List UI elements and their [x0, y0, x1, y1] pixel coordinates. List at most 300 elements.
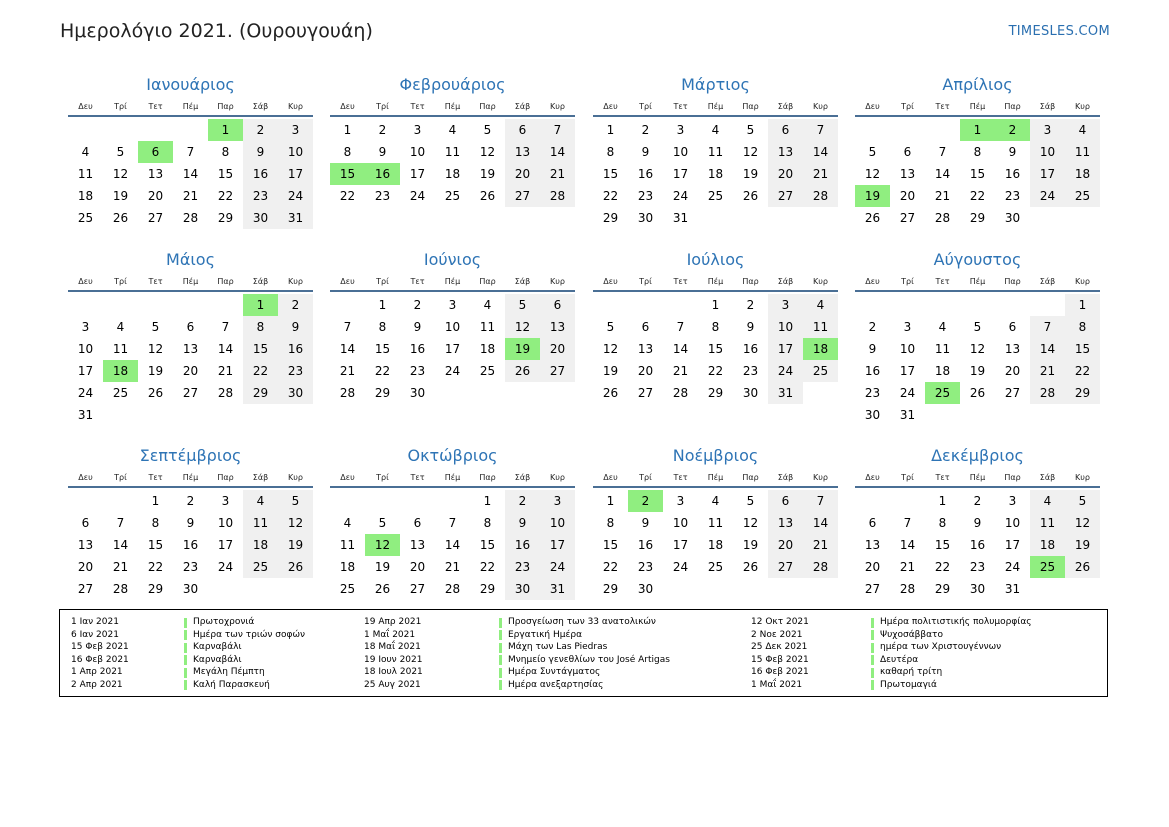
weekend-day-cell[interactable]: 12: [1065, 512, 1100, 534]
day-cell[interactable]: 26: [742, 189, 759, 203]
day-cell[interactable]: 19: [112, 189, 129, 203]
weekend-day-cell[interactable]: 23: [278, 360, 313, 382]
holiday-day-cell[interactable]: 15: [330, 163, 365, 185]
day-cell[interactable]: 15: [147, 538, 164, 552]
day-cell[interactable]: 27: [77, 582, 94, 596]
weekend-day-cell[interactable]: 7: [803, 119, 838, 141]
day-cell[interactable]: 22: [969, 189, 986, 203]
day-cell[interactable]: 19: [479, 167, 496, 181]
day-cell[interactable]: 27: [182, 386, 199, 400]
weekend-day-cell[interactable]: 28: [540, 185, 575, 207]
day-cell[interactable]: 23: [969, 560, 986, 574]
day-cell[interactable]: 7: [938, 145, 947, 159]
day-cell[interactable]: 25: [444, 189, 461, 203]
weekend-day-cell[interactable]: 26: [505, 360, 540, 382]
day-cell[interactable]: 15: [479, 538, 496, 552]
weekend-day-cell[interactable]: 5: [1065, 490, 1100, 512]
weekend-day-cell[interactable]: 29: [1065, 382, 1100, 404]
day-cell[interactable]: 5: [116, 145, 125, 159]
weekend-day-cell[interactable]: 14: [803, 141, 838, 163]
weekend-day-cell[interactable]: 24: [1030, 185, 1065, 207]
day-cell[interactable]: 18: [707, 538, 724, 552]
day-cell[interactable]: 20: [182, 364, 199, 378]
day-cell[interactable]: 4: [938, 320, 947, 334]
weekend-day-cell[interactable]: 28: [803, 556, 838, 578]
day-cell[interactable]: 19: [147, 364, 164, 378]
weekend-day-cell[interactable]: 27: [768, 556, 803, 578]
day-cell[interactable]: 29: [969, 211, 986, 225]
day-cell[interactable]: 25: [707, 560, 724, 574]
day-cell[interactable]: 9: [641, 516, 650, 530]
weekend-day-cell[interactable]: 20: [505, 163, 540, 185]
day-cell[interactable]: 8: [711, 320, 720, 334]
weekend-day-cell[interactable]: 16: [505, 534, 540, 556]
weekend-day-cell[interactable]: 29: [243, 382, 278, 404]
day-cell[interactable]: 29: [147, 582, 164, 596]
day-cell[interactable]: 10: [409, 145, 426, 159]
day-cell[interactable]: 16: [637, 167, 654, 181]
day-cell[interactable]: 15: [969, 167, 986, 181]
day-cell[interactable]: 26: [969, 386, 986, 400]
day-cell[interactable]: 6: [1008, 320, 1017, 334]
day-cell[interactable]: 8: [938, 516, 947, 530]
day-cell[interactable]: 7: [448, 516, 457, 530]
day-cell[interactable]: 1: [343, 123, 352, 137]
site-link[interactable]: TIMESLES.COM: [1008, 24, 1110, 39]
day-cell[interactable]: 22: [147, 560, 164, 574]
day-cell[interactable]: 20: [899, 189, 916, 203]
weekend-day-cell[interactable]: 9: [505, 512, 540, 534]
day-cell[interactable]: 12: [147, 342, 164, 356]
day-cell[interactable]: 9: [186, 516, 195, 530]
day-cell[interactable]: 13: [182, 342, 199, 356]
day-cell[interactable]: 24: [444, 364, 461, 378]
day-cell[interactable]: 22: [374, 364, 391, 378]
holiday-day-cell[interactable]: 25: [1030, 556, 1065, 578]
weekend-day-cell[interactable]: 27: [768, 185, 803, 207]
day-cell[interactable]: 12: [112, 167, 129, 181]
day-cell[interactable]: 12: [602, 342, 619, 356]
weekend-day-cell[interactable]: 8: [243, 316, 278, 338]
weekend-day-cell[interactable]: 23: [505, 556, 540, 578]
day-cell[interactable]: 26: [374, 582, 391, 596]
day-cell[interactable]: 29: [479, 582, 496, 596]
day-cell[interactable]: 28: [112, 582, 129, 596]
weekend-day-cell[interactable]: 31: [768, 382, 803, 404]
day-cell[interactable]: 16: [1004, 167, 1021, 181]
day-cell[interactable]: 26: [112, 211, 129, 225]
day-cell[interactable]: 7: [186, 145, 195, 159]
weekend-day-cell[interactable]: 24: [540, 556, 575, 578]
weekend-day-cell[interactable]: 2: [243, 119, 278, 141]
day-cell[interactable]: 16: [409, 342, 426, 356]
day-cell[interactable]: 20: [409, 560, 426, 574]
day-cell[interactable]: 24: [217, 560, 234, 574]
day-cell[interactable]: 11: [339, 538, 356, 552]
day-cell[interactable]: 29: [602, 211, 619, 225]
day-cell[interactable]: 1: [938, 494, 947, 508]
day-cell[interactable]: 10: [672, 516, 689, 530]
weekend-day-cell[interactable]: 12: [278, 512, 313, 534]
weekend-day-cell[interactable]: 11: [803, 316, 838, 338]
weekend-day-cell[interactable]: 6: [768, 119, 803, 141]
day-cell[interactable]: 25: [339, 582, 356, 596]
weekend-day-cell[interactable]: 4: [803, 294, 838, 316]
weekend-day-cell[interactable]: 6: [768, 490, 803, 512]
weekend-day-cell[interactable]: 21: [803, 163, 838, 185]
day-cell[interactable]: 26: [479, 189, 496, 203]
day-cell[interactable]: 28: [339, 386, 356, 400]
weekend-day-cell[interactable]: 15: [1065, 338, 1100, 360]
day-cell[interactable]: 8: [606, 145, 615, 159]
day-cell[interactable]: 14: [339, 342, 356, 356]
day-cell[interactable]: 14: [182, 167, 199, 181]
day-cell[interactable]: 27: [409, 582, 426, 596]
weekend-day-cell[interactable]: 18: [243, 534, 278, 556]
day-cell[interactable]: 16: [182, 538, 199, 552]
day-cell[interactable]: 4: [483, 298, 492, 312]
weekend-day-cell[interactable]: 13: [505, 141, 540, 163]
weekend-day-cell[interactable]: 15: [243, 338, 278, 360]
day-cell[interactable]: 11: [479, 320, 496, 334]
day-cell[interactable]: 14: [934, 167, 951, 181]
day-cell[interactable]: 8: [151, 516, 160, 530]
day-cell[interactable]: 4: [448, 123, 457, 137]
day-cell[interactable]: 11: [934, 342, 951, 356]
day-cell[interactable]: 12: [479, 145, 496, 159]
day-cell[interactable]: 9: [973, 516, 982, 530]
day-cell[interactable]: 30: [742, 386, 759, 400]
weekend-day-cell[interactable]: 6: [540, 294, 575, 316]
day-cell[interactable]: 10: [77, 342, 94, 356]
weekend-day-cell[interactable]: 20: [768, 534, 803, 556]
day-cell[interactable]: 9: [641, 145, 650, 159]
day-cell[interactable]: 21: [672, 364, 689, 378]
day-cell[interactable]: 20: [864, 560, 881, 574]
weekend-day-cell[interactable]: 8: [1065, 316, 1100, 338]
day-cell[interactable]: 23: [1004, 189, 1021, 203]
day-cell[interactable]: 1: [711, 298, 720, 312]
weekend-day-cell[interactable]: 28: [1030, 382, 1065, 404]
weekend-day-cell[interactable]: 31: [540, 578, 575, 600]
day-cell[interactable]: 23: [637, 189, 654, 203]
weekend-day-cell[interactable]: 13: [540, 316, 575, 338]
weekend-day-cell[interactable]: 24: [768, 360, 803, 382]
weekend-day-cell[interactable]: 9: [243, 141, 278, 163]
day-cell[interactable]: 4: [81, 145, 90, 159]
weekend-day-cell[interactable]: 2: [278, 294, 313, 316]
day-cell[interactable]: 4: [711, 494, 720, 508]
day-cell[interactable]: 26: [864, 211, 881, 225]
holiday-day-cell[interactable]: 1: [243, 294, 278, 316]
weekend-day-cell[interactable]: 19: [278, 534, 313, 556]
day-cell[interactable]: 24: [672, 560, 689, 574]
day-cell[interactable]: 27: [864, 582, 881, 596]
holiday-day-cell[interactable]: 2: [628, 490, 663, 512]
day-cell[interactable]: 30: [1004, 211, 1021, 225]
weekend-day-cell[interactable]: 10: [540, 512, 575, 534]
day-cell[interactable]: 7: [903, 516, 912, 530]
weekend-day-cell[interactable]: 4: [243, 490, 278, 512]
day-cell[interactable]: 1: [483, 494, 492, 508]
day-cell[interactable]: 7: [221, 320, 230, 334]
weekend-day-cell[interactable]: 21: [540, 163, 575, 185]
day-cell[interactable]: 7: [343, 320, 352, 334]
day-cell[interactable]: 1: [606, 494, 615, 508]
day-cell[interactable]: 17: [217, 538, 234, 552]
weekend-day-cell[interactable]: 22: [1065, 360, 1100, 382]
day-cell[interactable]: 29: [707, 386, 724, 400]
day-cell[interactable]: 3: [676, 494, 685, 508]
day-cell[interactable]: 9: [378, 145, 387, 159]
day-cell[interactable]: 26: [602, 386, 619, 400]
day-cell[interactable]: 23: [182, 560, 199, 574]
weekend-day-cell[interactable]: 19: [1065, 534, 1100, 556]
day-cell[interactable]: 3: [676, 123, 685, 137]
day-cell[interactable]: 4: [116, 320, 125, 334]
holiday-day-cell[interactable]: 1: [960, 119, 995, 141]
weekend-day-cell[interactable]: 21: [803, 534, 838, 556]
day-cell[interactable]: 8: [343, 145, 352, 159]
weekend-day-cell[interactable]: 14: [1030, 338, 1065, 360]
weekend-day-cell[interactable]: 10: [1030, 141, 1065, 163]
holiday-day-cell[interactable]: 19: [855, 185, 890, 207]
day-cell[interactable]: 18: [479, 342, 496, 356]
weekend-day-cell[interactable]: 7: [1030, 316, 1065, 338]
day-cell[interactable]: 30: [864, 408, 881, 422]
day-cell[interactable]: 16: [742, 342, 759, 356]
weekend-day-cell[interactable]: 30: [505, 578, 540, 600]
weekend-day-cell[interactable]: 26: [1065, 556, 1100, 578]
day-cell[interactable]: 10: [1004, 516, 1021, 530]
day-cell[interactable]: 31: [672, 211, 689, 225]
holiday-day-cell[interactable]: 25: [925, 382, 960, 404]
day-cell[interactable]: 8: [606, 516, 615, 530]
day-cell[interactable]: 22: [707, 364, 724, 378]
weekend-day-cell[interactable]: 28: [803, 185, 838, 207]
day-cell[interactable]: 15: [707, 342, 724, 356]
day-cell[interactable]: 31: [899, 408, 916, 422]
day-cell[interactable]: 5: [973, 320, 982, 334]
day-cell[interactable]: 26: [147, 386, 164, 400]
weekend-day-cell[interactable]: 18: [1030, 534, 1065, 556]
day-cell[interactable]: 15: [602, 538, 619, 552]
day-cell[interactable]: 11: [707, 145, 724, 159]
day-cell[interactable]: 13: [899, 167, 916, 181]
day-cell[interactable]: 15: [934, 538, 951, 552]
day-cell[interactable]: 24: [409, 189, 426, 203]
day-cell[interactable]: 2: [746, 298, 755, 312]
day-cell[interactable]: 29: [374, 386, 391, 400]
day-cell[interactable]: 17: [409, 167, 426, 181]
day-cell[interactable]: 8: [378, 320, 387, 334]
day-cell[interactable]: 3: [221, 494, 230, 508]
day-cell[interactable]: 15: [374, 342, 391, 356]
weekend-day-cell[interactable]: 13: [768, 141, 803, 163]
day-cell[interactable]: 30: [637, 582, 654, 596]
day-cell[interactable]: 11: [444, 145, 461, 159]
day-cell[interactable]: 5: [868, 145, 877, 159]
day-cell[interactable]: 31: [77, 408, 94, 422]
day-cell[interactable]: 22: [602, 189, 619, 203]
holiday-day-cell[interactable]: 12: [365, 534, 400, 556]
weekend-day-cell[interactable]: 14: [803, 512, 838, 534]
weekend-day-cell[interactable]: 24: [278, 185, 313, 207]
day-cell[interactable]: 3: [903, 320, 912, 334]
day-cell[interactable]: 17: [444, 342, 461, 356]
weekend-day-cell[interactable]: 11: [1065, 141, 1100, 163]
day-cell[interactable]: 23: [374, 189, 391, 203]
weekend-day-cell[interactable]: 25: [1065, 185, 1100, 207]
day-cell[interactable]: 3: [81, 320, 90, 334]
day-cell[interactable]: 18: [339, 560, 356, 574]
day-cell[interactable]: 5: [606, 320, 615, 334]
day-cell[interactable]: 14: [899, 538, 916, 552]
day-cell[interactable]: 6: [641, 320, 650, 334]
day-cell[interactable]: 23: [864, 386, 881, 400]
day-cell[interactable]: 31: [1004, 582, 1021, 596]
day-cell[interactable]: 8: [483, 516, 492, 530]
day-cell[interactable]: 22: [479, 560, 496, 574]
day-cell[interactable]: 9: [868, 342, 877, 356]
weekend-day-cell[interactable]: 31: [278, 207, 313, 229]
day-cell[interactable]: 19: [969, 364, 986, 378]
day-cell[interactable]: 17: [672, 167, 689, 181]
day-cell[interactable]: 25: [479, 364, 496, 378]
day-cell[interactable]: 3: [1008, 494, 1017, 508]
day-cell[interactable]: 5: [151, 320, 160, 334]
weekend-day-cell[interactable]: 3: [1030, 119, 1065, 141]
weekend-day-cell[interactable]: 11: [243, 512, 278, 534]
day-cell[interactable]: 28: [217, 386, 234, 400]
day-cell[interactable]: 9: [413, 320, 422, 334]
day-cell[interactable]: 14: [672, 342, 689, 356]
day-cell[interactable]: 28: [444, 582, 461, 596]
day-cell[interactable]: 2: [641, 123, 650, 137]
day-cell[interactable]: 24: [1004, 560, 1021, 574]
day-cell[interactable]: 2: [378, 123, 387, 137]
day-cell[interactable]: 16: [637, 538, 654, 552]
weekend-day-cell[interactable]: 12: [505, 316, 540, 338]
day-cell[interactable]: 20: [147, 189, 164, 203]
day-cell[interactable]: 12: [864, 167, 881, 181]
holiday-day-cell[interactable]: 18: [803, 338, 838, 360]
weekend-day-cell[interactable]: 23: [243, 185, 278, 207]
day-cell[interactable]: 10: [672, 145, 689, 159]
day-cell[interactable]: 14: [112, 538, 129, 552]
weekend-day-cell[interactable]: 22: [243, 360, 278, 382]
day-cell[interactable]: 12: [742, 516, 759, 530]
day-cell[interactable]: 22: [934, 560, 951, 574]
day-cell[interactable]: 13: [864, 538, 881, 552]
day-cell[interactable]: 6: [81, 516, 90, 530]
day-cell[interactable]: 25: [77, 211, 94, 225]
day-cell[interactable]: 6: [186, 320, 195, 334]
weekend-day-cell[interactable]: 14: [540, 141, 575, 163]
day-cell[interactable]: 27: [637, 386, 654, 400]
day-cell[interactable]: 18: [444, 167, 461, 181]
weekend-day-cell[interactable]: 20: [768, 163, 803, 185]
day-cell[interactable]: 11: [77, 167, 94, 181]
weekend-day-cell[interactable]: 27: [505, 185, 540, 207]
day-cell[interactable]: 9: [1008, 145, 1017, 159]
day-cell[interactable]: 11: [707, 516, 724, 530]
day-cell[interactable]: 23: [742, 364, 759, 378]
weekend-day-cell[interactable]: 1: [1065, 294, 1100, 316]
weekend-day-cell[interactable]: 4: [1065, 119, 1100, 141]
day-cell[interactable]: 3: [413, 123, 422, 137]
holiday-day-cell[interactable]: 19: [505, 338, 540, 360]
day-cell[interactable]: 10: [217, 516, 234, 530]
day-cell[interactable]: 29: [217, 211, 234, 225]
day-cell[interactable]: 30: [409, 386, 426, 400]
day-cell[interactable]: 13: [1004, 342, 1021, 356]
day-cell[interactable]: 1: [606, 123, 615, 137]
day-cell[interactable]: 21: [934, 189, 951, 203]
day-cell[interactable]: 5: [483, 123, 492, 137]
day-cell[interactable]: 19: [374, 560, 391, 574]
day-cell[interactable]: 18: [934, 364, 951, 378]
day-cell[interactable]: 22: [339, 189, 356, 203]
day-cell[interactable]: 13: [409, 538, 426, 552]
day-cell[interactable]: 30: [969, 582, 986, 596]
day-cell[interactable]: 4: [711, 123, 720, 137]
day-cell[interactable]: 12: [969, 342, 986, 356]
day-cell[interactable]: 29: [934, 582, 951, 596]
weekend-day-cell[interactable]: 2: [505, 490, 540, 512]
weekend-day-cell[interactable]: 30: [278, 382, 313, 404]
day-cell[interactable]: 2: [868, 320, 877, 334]
day-cell[interactable]: 6: [868, 516, 877, 530]
day-cell[interactable]: 15: [602, 167, 619, 181]
day-cell[interactable]: 18: [77, 189, 94, 203]
day-cell[interactable]: 2: [413, 298, 422, 312]
weekend-day-cell[interactable]: 11: [1030, 512, 1065, 534]
weekend-day-cell[interactable]: 20: [540, 338, 575, 360]
day-cell[interactable]: 1: [378, 298, 387, 312]
day-cell[interactable]: 17: [77, 364, 94, 378]
day-cell[interactable]: 28: [934, 211, 951, 225]
day-cell[interactable]: 26: [742, 560, 759, 574]
day-cell[interactable]: 5: [746, 123, 755, 137]
weekend-day-cell[interactable]: 18: [1065, 163, 1100, 185]
day-cell[interactable]: 24: [899, 386, 916, 400]
day-cell[interactable]: 1: [151, 494, 160, 508]
day-cell[interactable]: 21: [217, 364, 234, 378]
day-cell[interactable]: 11: [112, 342, 129, 356]
weekend-day-cell[interactable]: 17: [278, 163, 313, 185]
weekend-day-cell[interactable]: 7: [540, 119, 575, 141]
day-cell[interactable]: 21: [899, 560, 916, 574]
day-cell[interactable]: 23: [409, 364, 426, 378]
day-cell[interactable]: 13: [77, 538, 94, 552]
day-cell[interactable]: 5: [746, 494, 755, 508]
day-cell[interactable]: 19: [742, 538, 759, 552]
weekend-day-cell[interactable]: 5: [505, 294, 540, 316]
weekend-day-cell[interactable]: 9: [278, 316, 313, 338]
day-cell[interactable]: 2: [973, 494, 982, 508]
weekend-day-cell[interactable]: 13: [768, 512, 803, 534]
day-cell[interactable]: 10: [899, 342, 916, 356]
weekend-day-cell[interactable]: 21: [1030, 360, 1065, 382]
day-cell[interactable]: 3: [448, 298, 457, 312]
weekend-day-cell[interactable]: 17: [1030, 163, 1065, 185]
weekend-day-cell[interactable]: 10: [768, 316, 803, 338]
day-cell[interactable]: 22: [217, 189, 234, 203]
day-cell[interactable]: 13: [147, 167, 164, 181]
day-cell[interactable]: 14: [217, 342, 234, 356]
day-cell[interactable]: 24: [672, 189, 689, 203]
